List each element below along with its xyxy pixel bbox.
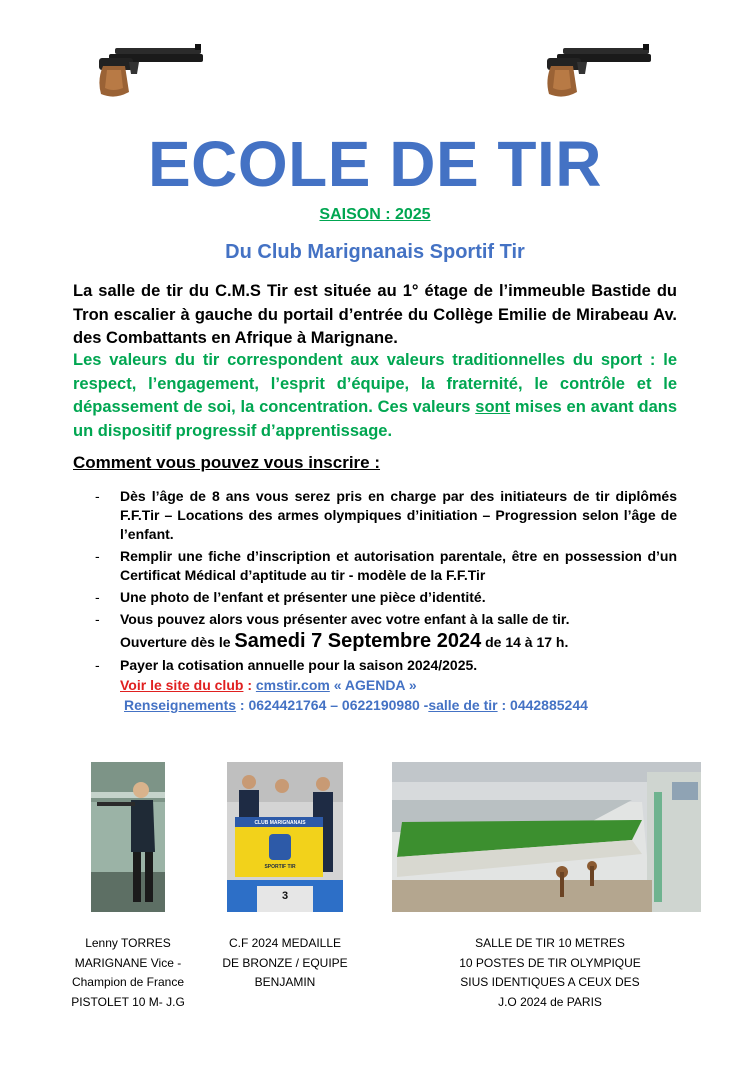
values-text: Les valeurs du tir correspondent aux valeurs traditionnelles du sport : le respect, l’engagement, l’esprit d’équipe, la fraternité, le contrôle et le dépassement de soi, la concentration. Ces valeurs xyxy=(73,351,677,416)
contact-line xyxy=(95,695,677,715)
info-label: Renseignements xyxy=(124,697,237,713)
signup-steps xyxy=(95,487,677,715)
list-item: - Remplir une fiche d’inscription et autorisation parentale, être en possession d’un Certificat Médical d’aptitude au tir - modèle de la F.F.Tir xyxy=(95,548,677,583)
club-site-line xyxy=(95,675,677,695)
club-site-label: Voir le site du club xyxy=(120,677,244,693)
signup-heading: Comment vous pouvez vous inscrire : xyxy=(73,453,381,472)
caption-shooter xyxy=(58,934,198,1012)
banner-bottom-text: SPORTIF TIR xyxy=(264,864,296,870)
club-subtitle: Du Club Marignanais Sportif Tir xyxy=(225,241,525,263)
list-item-text: Remplir une fiche d’inscription et autorisation parentale, être en possession d’un Certificat Médical d’aptitude au tir - modèle de la F.F.Tir xyxy=(120,548,677,583)
info-phones: : 0624421764 – 0622190980 - xyxy=(236,697,429,713)
caption-line: DE BRONZE / EQUIPE xyxy=(222,955,348,970)
opening-info xyxy=(95,632,677,652)
caption-team xyxy=(210,934,360,993)
banner-top-text: CLUB MARIGNANAIS xyxy=(254,820,306,826)
caption-line: J.O 2024 de PARIS xyxy=(498,994,602,1009)
location-paragraph: La salle de tir du C.M.S Tir est située au 1° étage de l’immeuble Bastide du Tron escalier à gauche du portail d’entrée du Collège Emilie de Mirabeau Av. des Combattants en Afrique à Marignane. xyxy=(73,282,677,347)
values-paragraph xyxy=(73,349,677,443)
opening-year: 2024 xyxy=(431,630,482,652)
list-item-text: Dès l’âge de 8 ans vous serez pris en charge par des initiateurs de tir diplômés F.F.Tir – Locations des armes olympiques d’initiation – Progression selon l’âge de l’enfant. xyxy=(120,488,677,542)
photo-team-podium xyxy=(227,762,343,912)
club-site-separator: : xyxy=(243,677,256,693)
air-pistol-icon xyxy=(95,40,207,102)
list-item: - Dès l’âge de 8 ans vous serez pris en charge par des initiateurs de tir diplômés F.F.Tir – Locations des armes olympiques d’initiation – Progression selon l’âge de l’enfant. xyxy=(95,488,677,542)
caption-line: 10 POSTES DE TIR OLYMPIQUE xyxy=(459,955,641,970)
caption-line: Champion de France xyxy=(71,975,185,989)
opening-date: Samedi 7 Septembre xyxy=(234,630,432,652)
caption-line: SIUS IDENTIQUES A CEUX DES xyxy=(460,975,640,989)
caption-line: SALLE DE TIR 10 METRES xyxy=(475,936,625,950)
list-item-text: Vous pouvez alors vous présenter avec votre enfant à la salle de tir. xyxy=(120,611,570,627)
caption-line: BENJAMIN xyxy=(254,975,316,989)
club-site-link[interactable]: cmstir.com xyxy=(255,677,330,693)
page-title: ECOLE DE TIR xyxy=(147,128,603,200)
caption-hall xyxy=(430,934,670,1012)
season-label: SAISON : 2025 xyxy=(319,206,431,223)
list-item: - Une photo de l’enfant et présenter une pièce d’identité. xyxy=(95,589,486,605)
caption-line: PISTOLET 10 M- J.G xyxy=(71,994,185,1009)
caption-line: C.F 2024 MEDAILLE xyxy=(228,936,342,950)
photo-shooter xyxy=(91,762,165,912)
values-underlined-word: sont xyxy=(475,398,511,416)
list-item: - Vous pouvez alors vous présenter avec votre enfant à la salle de tir. xyxy=(95,611,570,627)
list-item: - Payer la cotisation annuelle pour la saison 2024/2025. xyxy=(95,657,478,673)
hall-phone: : 0442885244 xyxy=(497,697,588,713)
opening-hours: de 14 à 17 h. xyxy=(481,634,569,650)
list-item-text: Payer la cotisation annuelle pour la saison 2024/2025. xyxy=(120,657,478,673)
hall-label: salle de tir xyxy=(428,697,498,713)
agenda-link[interactable]: « AGENDA » xyxy=(329,677,417,693)
opening-prefix: Ouverture dès le xyxy=(120,634,235,650)
values-text-end: mises en avant dans un dispositif progressif d’apprentissage. xyxy=(73,398,677,440)
list-item-text: Une photo de l’enfant et présenter une pièce d’identité. xyxy=(120,589,486,605)
caption-line: MARIGNANE Vice - xyxy=(74,955,182,970)
caption-line: Lenny TORRES xyxy=(85,936,171,950)
podium-number: 3 xyxy=(281,890,289,902)
air-pistol-icon xyxy=(543,40,655,102)
photo-shooting-hall xyxy=(392,762,701,912)
